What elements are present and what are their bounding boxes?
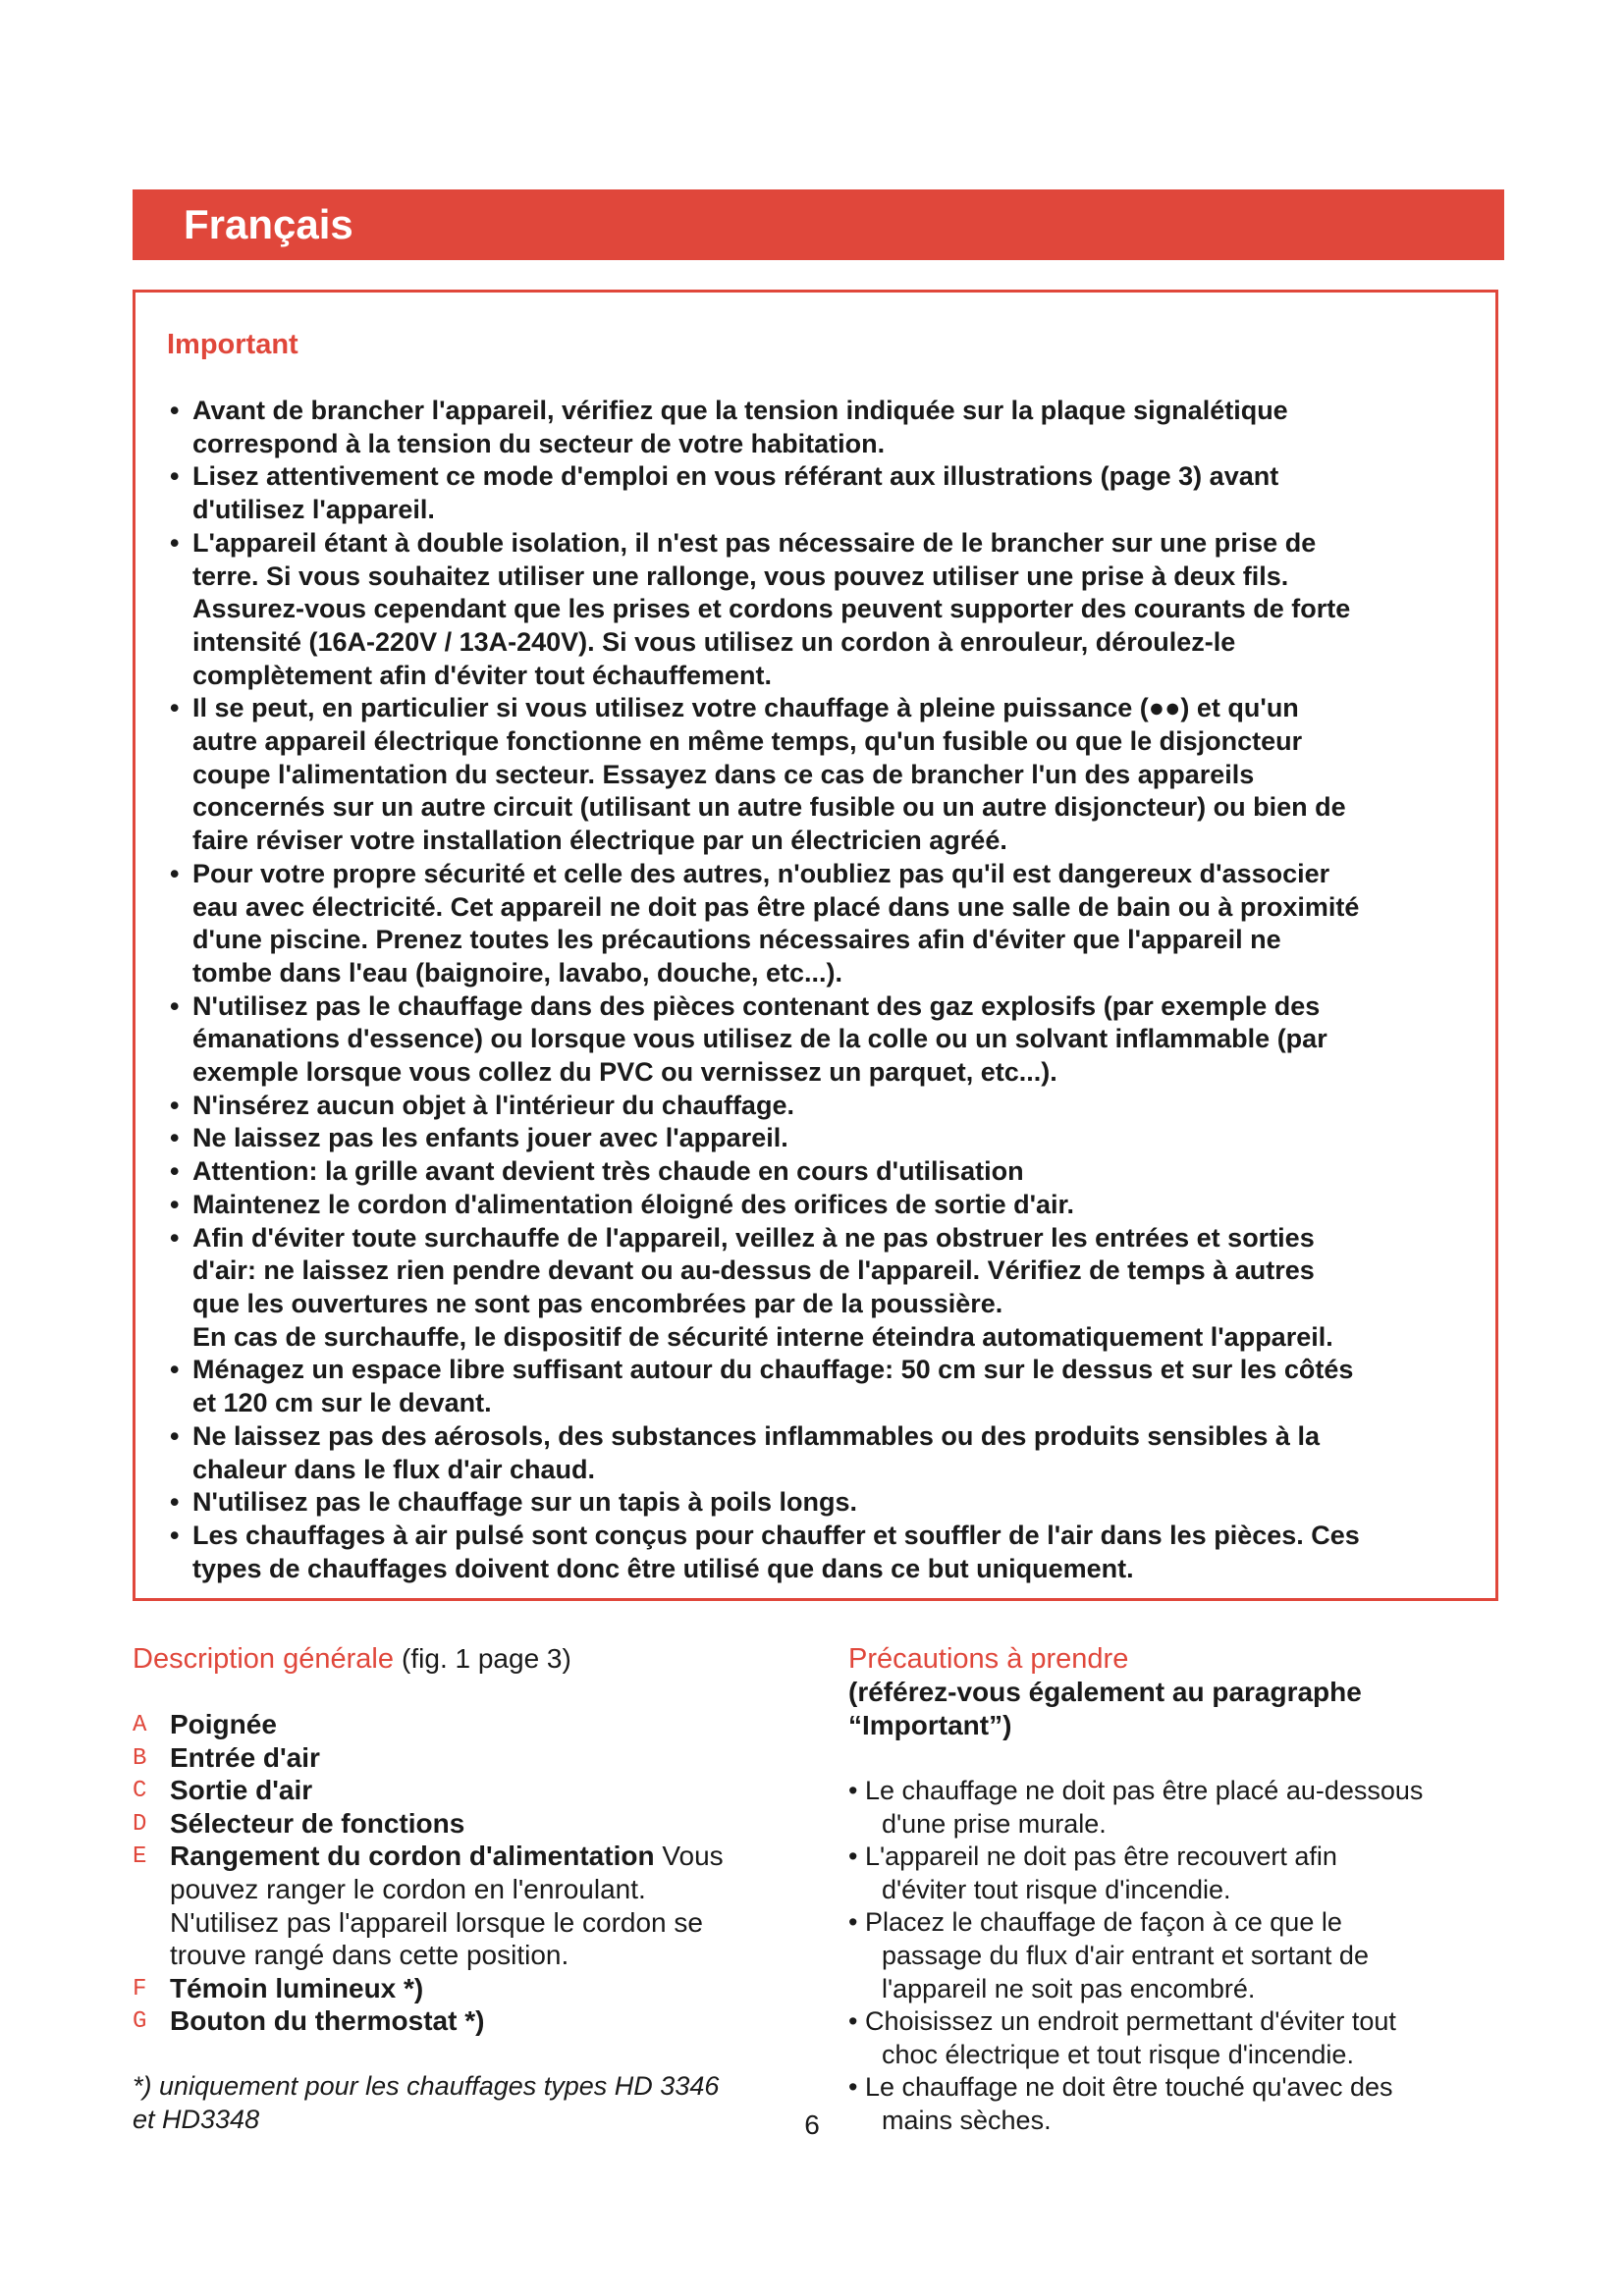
important-list (170, 395, 1486, 1585)
list-item: C Sortie d'air (133, 1774, 820, 1807)
precautions-subtitle: (référez-vous également au paragraphe “Important”) (848, 1677, 1362, 1740)
list-item: • L'appareil étant à double isolation, il n'est pas nécessaire de le brancher sur une prise de terre. Si vous souhaitez utiliser une rallonge, vous pouvez utiliser une prise à deux fils. Assurez-vous cependant que les prises et cordons peuvent supporter des courants de forte intensité (16A-220V / 13A-240V). Si vous utilisez un cordon à enrouleur, déroulez-le complètement afin d'éviter tout échauffement. (170, 527, 1351, 690)
important-box (133, 290, 1498, 1601)
item-letter: F (133, 1975, 147, 2002)
list-item: • N'utilisez pas le chauffage dans des pièces contenant des gaz explosifs (par exemple des émanations d'essence) ou lorsque vous utilisez de la colle ou un solvant inflammable (par exemple lorsque vous collez du PVC ou vernissez un parquet, etc...). (170, 990, 1327, 1088)
list-item: • L'appareil ne doit pas être recouvert afin d'éviter tout risque d'incendie. (848, 1842, 1337, 1904)
list-item: • Ménagez un espace libre suffisant autour du chauffage: 50 cm sur le dessus et sur les côtés et 120 cm sur le devant. (170, 1355, 1354, 1418)
footnote: *) uniquement pour les chauffages types HD 3346 et HD3348 (133, 2070, 720, 2134)
list-item: • N'utilisez pas le chauffage sur un tapis à poils longs. (170, 1487, 858, 1518)
item-letter: B (133, 1744, 147, 1772)
precautions-section (848, 1642, 1496, 2138)
list-item: • Placez le chauffage de façon à ce que le passage du flux d'air entrant et sortant de l'appareil ne soit pas encombré. (848, 1907, 1369, 2003)
description-ref: (fig. 1 page 3) (402, 1643, 571, 1674)
page-number: 6 (804, 2109, 820, 2140)
list-item: A Poignée (133, 1708, 820, 1741)
list-item: • Afin d'éviter toute surchauffe de l'appareil, veillez à ne pas obstruer les entrées et sorties d'air: ne laissez rien pendre devant ou au-dessus de l'appareil. Vérifiez de temps à autres que les ouvertures ne sont pas encombrées par de la poussière. En cas de surchauffe, le dispositif de sécurité interne éteindra automatiquement l'appareil. (170, 1222, 1333, 1352)
description-list (133, 1708, 820, 2038)
item-letter: C (133, 1778, 147, 1805)
description-section (133, 1642, 820, 2136)
list-item: • Il se peut, en particulier si vous utilisez votre chauffage à pleine puissance (●●) et qu'un autre appareil électrique fonctionne en même temps, qu'un fusible ou que le disjoncteur coupe l'alimentation du secteur. Essayez dans ce cas de brancher l'un des appareils concernés sur un autre circuit (utilisant un autre fusible ou un autre disjoncteur) ou bien de faire réviser votre installation électrique par un électricien agréé. (170, 693, 1346, 856)
list-item: B Entrée d'air (133, 1741, 820, 1775)
list-item: E Rangement du cordon d'alimentation Vous pouvez ranger le cordon en l'enroulant. N'utilisez pas l'appareil lorsque le cordon se trouve rangé dans cette position. (133, 1841, 724, 1971)
important-title: Important (167, 329, 298, 360)
precautions-title: Précautions à prendre (848, 1643, 1129, 1675)
list-item: • Attention: la grille avant devient très chaude en cours d'utilisation (170, 1156, 1024, 1187)
item-letter: A (133, 1712, 147, 1738)
list-item: F Témoin lumineux *) (133, 1972, 820, 2005)
language-title: Français (184, 201, 353, 247)
item-letter: D (133, 1810, 147, 1838)
list-item: • Les chauffages à air pulsé sont conçus pour chauffer et souffler de l'air dans les pièces. Ces types de chauffages doivent donc être utilisé que dans ce but uniquement. (170, 1520, 1360, 1583)
description-title: Description générale (fig. 1 page 3) (133, 1643, 571, 1675)
list-item: • Pour votre propre sécurité et celle des autres, n'oubliez pas qu'il est dangereux d'associer eau avec électricité. Cet appareil ne doit pas être placé dans une salle de bain ou à proximité d'une piscine. Prenez toutes les précautions nécessaires afin d'éviter que l'appareil ne tombe dans l'eau (baignoire, lavabo, douche, etc...). (170, 858, 1360, 988)
list-item: • Le chauffage ne doit pas être placé au-dessous d'une prise murale. (848, 1776, 1424, 1839)
list-item: • Avant de brancher l'appareil, vérifiez que la tension indiquée sur la plaque signalétique correspond à la tension du secteur de votre habitation. (170, 396, 1288, 458)
list-item: • Le chauffage ne doit être touché qu'avec des mains sèches. (848, 2072, 1393, 2135)
list-item: • N'insérez aucun objet à l'intérieur du chauffage. (170, 1090, 794, 1120)
list-item: • Ne laissez pas des aérosols, des substances inflammables ou des produits sensibles à la chaleur dans le flux d'air chaud. (170, 1420, 1320, 1484)
item-letter: G (133, 2008, 147, 2036)
list-item: G Bouton du thermostat *) (133, 2004, 820, 2038)
list-item: • Maintenez le cordon d'alimentation éloigné des orifices de sortie d'air. (170, 1189, 1075, 1219)
list-item: • Choisissez un endroit permettant d'éviter tout choc électrique et tout risque d'incendie. (848, 2006, 1396, 2069)
item-note: Vous pouvez ranger le cordon en l'enroulant. N'utilisez pas l'appareil lorsque le cordon se trouve rangé dans cette position. (170, 1841, 724, 1971)
language-header (133, 189, 1504, 260)
list-item: • Ne laissez pas les enfants jouer avec l'appareil. (170, 1123, 788, 1153)
list-item: • Lisez attentivement ce mode d'emploi en vous référant aux illustrations (page 3) avant d'utilisez l'appareil. (170, 461, 1279, 525)
precautions-list (848, 1775, 1496, 2138)
item-letter: E (133, 1843, 147, 1871)
list-item: D Sélecteur de fonctions (133, 1807, 820, 1841)
